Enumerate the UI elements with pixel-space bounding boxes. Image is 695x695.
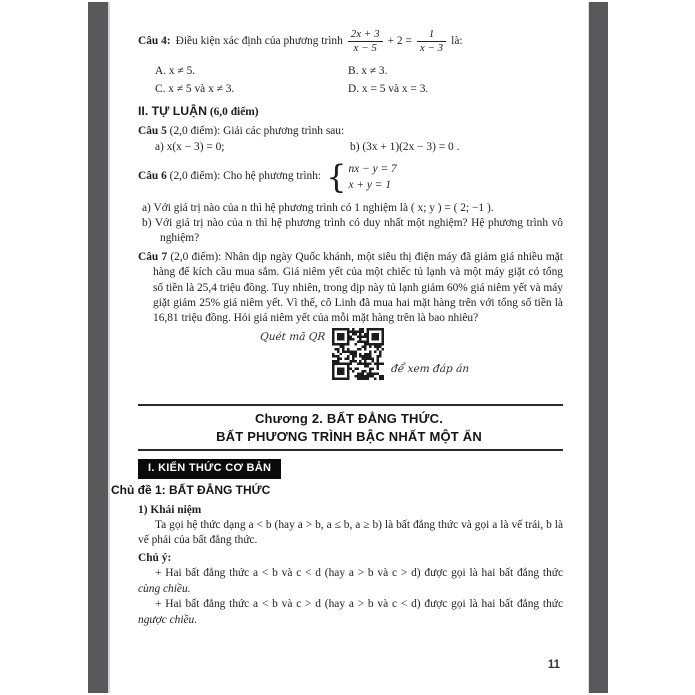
question-5-parts	[138, 139, 563, 156]
question-4-label: Câu 4:	[138, 34, 171, 47]
note-2-text: + Hai bất đẳng thức a < b và c > d (hay a > b và c < d) được gọi là hai bất đẳng thức	[155, 598, 563, 611]
question-6-points: (2,0 điểm):	[169, 170, 221, 183]
question-7	[138, 250, 563, 327]
question-5-points: (2,0 điểm):	[169, 125, 221, 137]
knowledge-section-heading: I. KIẾN THỨC CƠ BẢN	[138, 459, 281, 479]
section-2-points: (6,0 điểm)	[209, 106, 259, 118]
question-4-mid: + 2 =	[387, 34, 412, 47]
note-heading: Chú ý:	[138, 551, 172, 564]
book-edge-right	[589, 2, 608, 693]
topic-heading: Chủ đề 1: BẤT ĐẲNG THỨC	[111, 483, 271, 498]
textbook-page	[110, 0, 588, 695]
fraction-right-numerator: 1	[417, 28, 446, 42]
book-edge-left	[88, 2, 108, 693]
equation-system	[326, 158, 397, 196]
system-brace: {	[326, 158, 347, 196]
question-6a: a) Với giá trị nào của n thì hệ phương trình có 1 nghiệm là ( x; y ) = ( 2; −1 ).	[142, 202, 494, 214]
page-number: 11	[547, 658, 560, 671]
qr-code	[332, 328, 384, 380]
question-6-label: Câu 6	[138, 170, 167, 183]
qr-left-label: Quét mã QR	[259, 330, 326, 343]
qr-right-label: để xem đáp án	[390, 363, 470, 376]
page-content	[110, 0, 588, 671]
option-a: A. x ≠ 5.	[155, 65, 196, 77]
options-row-2	[138, 80, 563, 98]
qr-section	[260, 328, 588, 382]
question-7-text: Nhân dịp ngày Quốc khánh, một siêu thị điện máy đã giảm giá nhiều mặt hàng để kích cầu mua sắm. Giá niêm yết của một chiếc tủ lạnh và một máy giặt có tổng số tiền là 25,4 triệu đồng. Tuy nhiên, trong dịp này tủ lạnh giảm 60% giá niêm yết và máy giặt giảm 25% giá niêm yết. Vì thế, cô Linh đã mua hai mặt hàng trên với tổng số tiền là 16,81 triệu đồng. Hỏi giá niêm yết của mỗi mặt hàng trên là bao nhiêu?	[153, 250, 564, 325]
question-5a: a) x(x − 3) = 0;	[155, 141, 225, 153]
question-7-points: (2,0 điểm):	[170, 250, 222, 263]
fraction-left	[348, 28, 383, 55]
note-2-italic: ngược chiều.	[138, 613, 198, 626]
option-c: C. x ≠ 5 và x ≠ 3.	[155, 83, 235, 95]
chapter-title-line1: Chương 2. BẤT ĐẲNG THỨC.	[254, 410, 444, 426]
question-5b: b) (3x + 1)(2x − 3) = 0 .	[350, 141, 460, 153]
equation-2: x + y = 1	[348, 179, 392, 191]
options-row-1	[138, 62, 563, 80]
question-5-label: Câu 5	[138, 125, 167, 137]
equation-1: nx − y = 7	[348, 163, 397, 175]
fraction-right	[417, 28, 446, 55]
question-6-text: Cho hệ phương trình:	[223, 170, 322, 183]
fraction-left-denominator: x − 5	[353, 42, 377, 54]
fraction-left-numerator: 2x + 3	[348, 28, 383, 42]
fraction-right-denominator: x − 3	[419, 42, 444, 54]
question-4	[138, 28, 563, 55]
section-2-heading	[138, 103, 563, 121]
note-2	[138, 597, 563, 628]
option-d: D. x = 5 và x = 3.	[348, 83, 429, 95]
question-4-intro: Điều kiện xác định của phương trình	[175, 34, 343, 47]
note-1-italic: cùng chiều.	[138, 582, 191, 595]
question-6b: b) Với giá trị nào của n thì hệ phương trình có duy nhất một nghiệm? Hệ phương trình vô nghiệm?	[142, 217, 563, 245]
question-5	[138, 123, 563, 139]
section-2-title: II. TỰ LUẬN	[138, 104, 207, 118]
knowledge-section	[138, 459, 563, 479]
chapter-title-line2: BẤT PHƯƠNG TRÌNH BẬC NHẤT MỘT ẨN	[216, 428, 482, 444]
question-5-text: Giải các phương trình sau:	[223, 125, 345, 137]
concept-heading: 1) Khái niệm	[138, 503, 202, 516]
note-1-text: + Hai bất đẳng thức a < b và c < d (hay a > b và c > d) được gọi là hai bất đẳng thức	[155, 567, 563, 580]
question-6	[138, 158, 563, 196]
question-7-label: Câu 7	[138, 250, 168, 263]
question-4-options	[138, 62, 563, 98]
chapter-divider-bottom	[138, 449, 563, 451]
system-equations	[346, 161, 396, 193]
chapter-title	[110, 406, 588, 446]
note-1	[138, 566, 563, 597]
question-4-outro: là:	[451, 34, 463, 47]
concept-text: Ta gọi hệ thức dạng a < b (hay a > b, a ≤ b, a ≥ b) là bất đẳng thức và gọi a là vế trái, b là vế phải của bất đẳng thức.	[138, 519, 563, 547]
option-b: B. x ≠ 3.	[348, 65, 388, 77]
